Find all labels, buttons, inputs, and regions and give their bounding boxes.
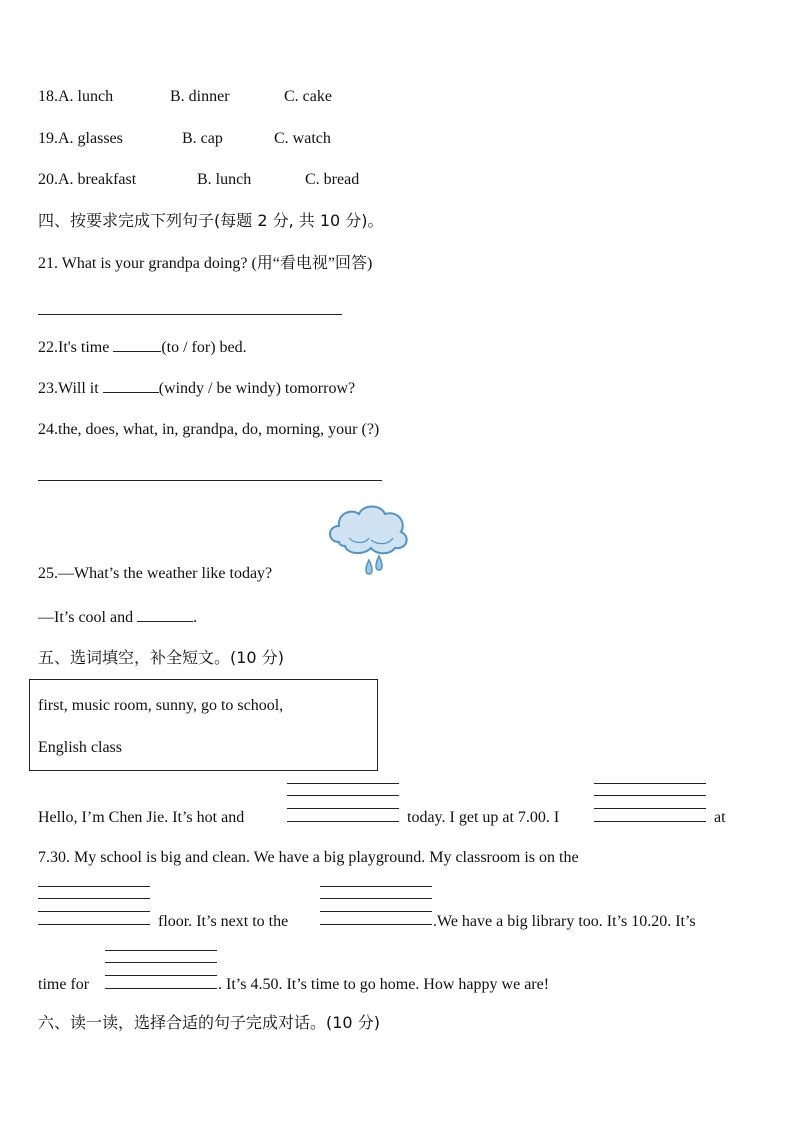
question-hint: (to / for) bed. xyxy=(161,339,247,356)
option-b: B. dinner xyxy=(170,88,230,105)
question-number: 19. xyxy=(38,130,58,147)
option-a: A. lunch xyxy=(58,88,114,105)
blank-stack-1[interactable] xyxy=(287,783,399,823)
blank-22[interactable] xyxy=(113,337,161,352)
question-number: 20. xyxy=(38,171,58,188)
passage-text: today. I get up at 7.00. I xyxy=(407,809,560,826)
blank-23[interactable] xyxy=(103,378,159,393)
word-bank-line-2: English class xyxy=(38,739,122,756)
passage-text: . It’s 4.50. It’s time to go home. How happy we are! xyxy=(218,976,550,993)
word-bank-line-1: first, music room, sunny, go to school, xyxy=(38,697,284,714)
option-c: C. watch xyxy=(274,130,331,147)
passage-text: time for xyxy=(38,976,90,993)
answer-line-24[interactable] xyxy=(38,480,382,481)
option-c: C. bread xyxy=(305,171,360,188)
blank-stack-2[interactable] xyxy=(594,783,706,823)
question-25: 25.—What’s the weather like today? xyxy=(38,565,273,582)
section-4-title: 四、按要求完成下列句子(每题 2 分, 共 10 分)。 xyxy=(38,211,384,230)
section-6-title: 六、读一读，选择合适的句子完成对话。(10 分) xyxy=(38,1013,380,1032)
option-a: A. glasses xyxy=(58,130,123,147)
question-22 xyxy=(38,337,247,358)
question-number: 18. xyxy=(38,88,58,105)
passage-text: at xyxy=(714,809,726,826)
question-21: 21. What is your grandpa doing? (用“看电视”回答) xyxy=(38,255,373,272)
question-text: —It’s cool and xyxy=(38,609,134,626)
question-text: 23.Will it xyxy=(38,380,99,397)
question-20 xyxy=(38,170,136,190)
passage-text: Hello, I’m Chen Jie. It’s hot and xyxy=(38,809,245,826)
question-24: 24.the, does, what, in, grandpa, do, morning, your (?) xyxy=(38,421,380,438)
question-25-reply xyxy=(38,607,197,628)
passage-text: .We have a big library too. It’s 10.20. It’s xyxy=(433,913,696,930)
blank-stack-5[interactable] xyxy=(105,950,217,990)
section-5-title: 五、选词填空，补全短文。(10 分) xyxy=(38,648,284,667)
question-text: 22.It's time xyxy=(38,339,110,356)
blank-stack-4[interactable] xyxy=(320,886,432,926)
punctuation: . xyxy=(193,609,198,626)
option-c: C. cake xyxy=(284,88,332,105)
answer-line-21[interactable] xyxy=(38,314,342,315)
passage-text: 7.30. My school is big and clean. We have a big playground. My classroom is on the xyxy=(38,849,579,866)
rain-cloud-icon xyxy=(325,502,411,584)
option-b: B. lunch xyxy=(197,171,252,188)
blank-stack-3[interactable] xyxy=(38,886,150,926)
option-a: A. breakfast xyxy=(58,171,137,188)
question-19 xyxy=(38,129,123,149)
question-hint: (windy / be windy) tomorrow? xyxy=(158,380,356,397)
option-b: B. cap xyxy=(182,130,223,147)
blank-25[interactable] xyxy=(137,607,193,622)
question-23 xyxy=(38,378,355,399)
passage-text: floor. It’s next to the xyxy=(158,913,289,930)
question-18 xyxy=(38,87,113,107)
